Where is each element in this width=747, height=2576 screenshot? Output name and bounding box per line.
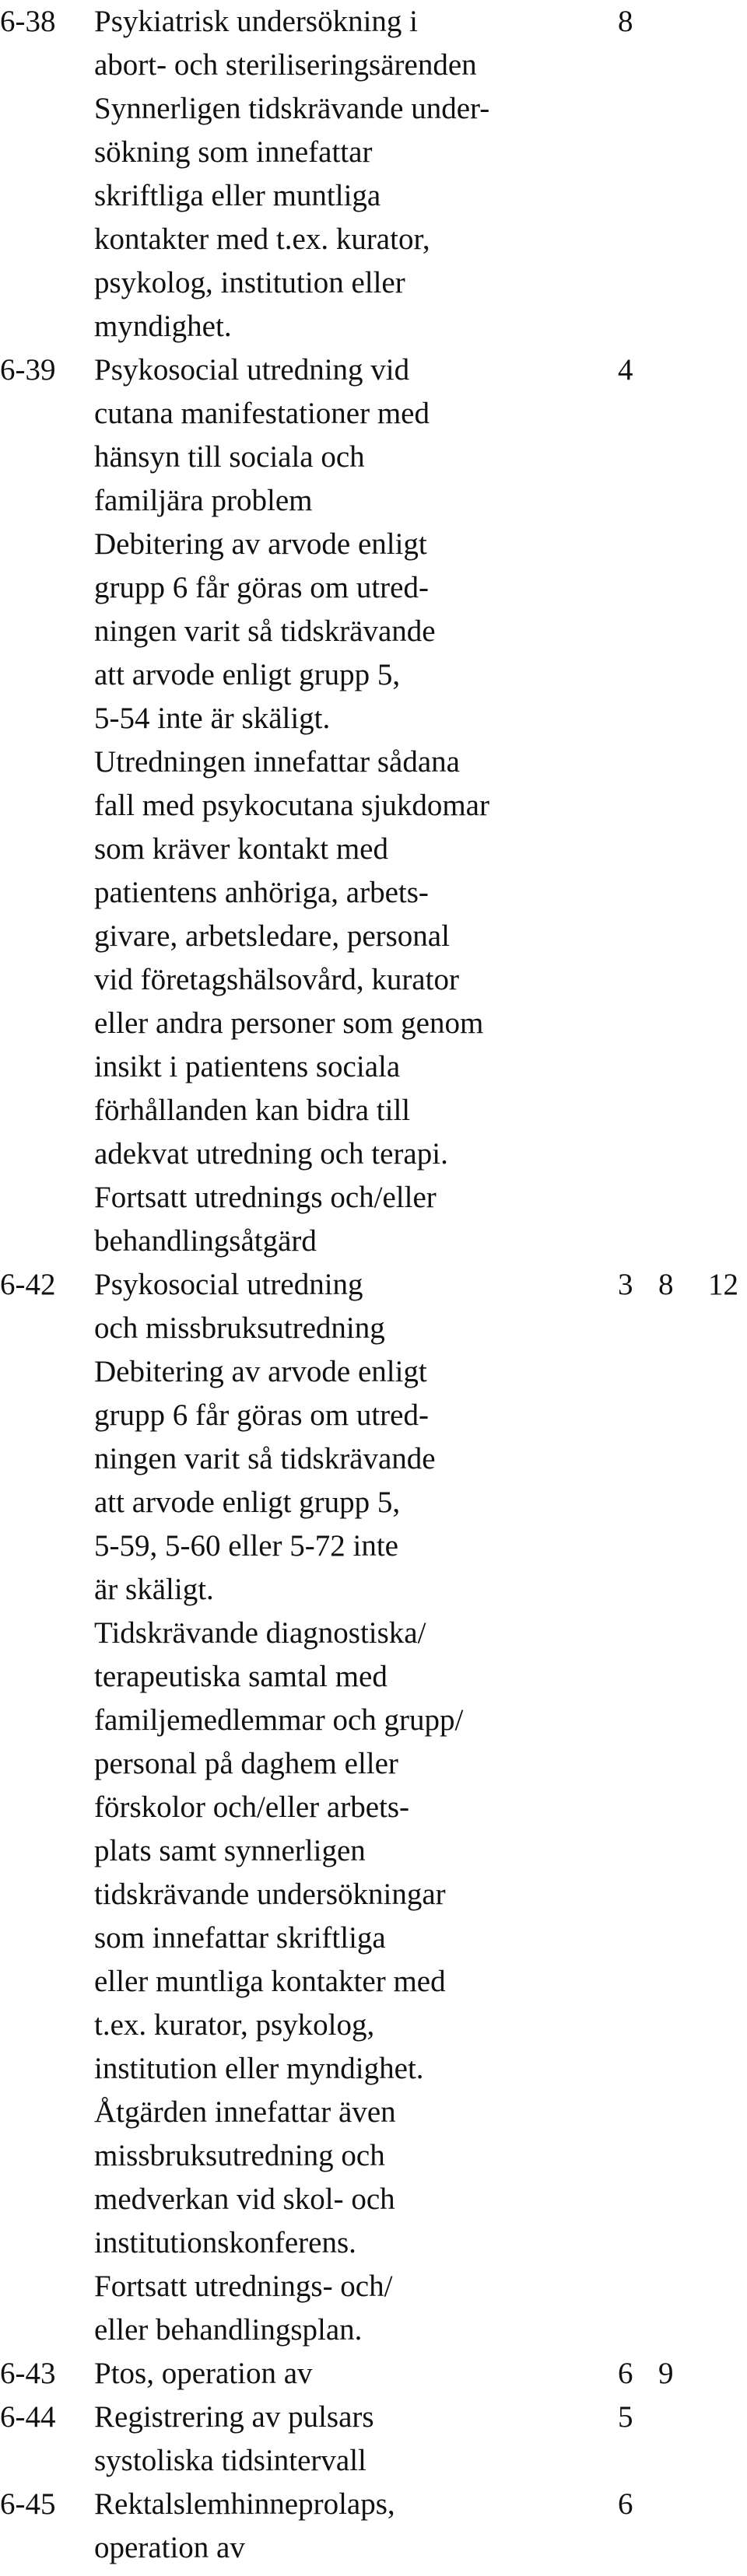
- description-line: psykolog, institution eller: [94, 266, 405, 299]
- description-line: som innefattar skriftliga: [94, 1921, 386, 1955]
- entry-6-44: [0, 2396, 747, 2483]
- description-line: Rektalslemhinneprolaps,: [94, 2487, 395, 2521]
- entry-code: 6-43: [0, 2357, 56, 2390]
- description-line: insikt i patientens sociala: [94, 1050, 401, 1083]
- description-line: grupp 6 får göras om utred-: [94, 1398, 429, 1432]
- description-line: patientens anhöriga, arbets-: [94, 876, 429, 909]
- fee-group: 3: [618, 1268, 633, 1301]
- description-line: att arvode enligt grupp 5,: [94, 1486, 401, 1519]
- description-line: Psykiatrisk undersökning i: [94, 5, 418, 38]
- description-line: cutana manifestationer med: [94, 397, 430, 430]
- description-line: Registrering av pulsars: [94, 2400, 374, 2434]
- description-line: förhållanden kan bidra till: [94, 1094, 411, 1127]
- entry-6-42: [0, 1263, 747, 2352]
- fee-groups: [618, 2396, 747, 2439]
- description-line: Debitering av arvode enligt: [94, 1355, 427, 1388]
- fee-groups: [618, 2352, 747, 2396]
- description-line: 5-54 inte är skäligt.: [94, 702, 331, 735]
- fee-group: 9: [658, 2357, 674, 2390]
- description-line: hänsyn till sociala och: [94, 440, 365, 474]
- description-line: vid företagshälsovård, kurator: [94, 963, 459, 996]
- description-line: kontakter med t.ex. kurator,: [94, 222, 430, 256]
- fee-groups: [618, 0, 747, 44]
- entry-description: [94, 1263, 561, 2352]
- entry-code: 6-38: [0, 5, 56, 38]
- entry-description: [94, 348, 561, 1263]
- description-line: Ptos, operation av: [94, 2357, 313, 2390]
- description-line: Debitering av arvode enligt: [94, 527, 427, 561]
- fee-group: 6: [618, 2357, 633, 2390]
- description-line: och missbruksutredning: [94, 1311, 385, 1345]
- description-line: institutionskonferens.: [94, 2226, 356, 2259]
- description-line: behandlingsåtgärd: [94, 1224, 317, 1258]
- entry-code: 6-45: [0, 2487, 56, 2521]
- description-line: plats samt synnerligen: [94, 1834, 366, 1867]
- entry-6-38: [0, 0, 747, 348]
- fee-group: 12: [708, 1268, 738, 1301]
- description-line: att arvode enligt grupp 5,: [94, 658, 401, 691]
- description-line: sökning som innefattar: [94, 135, 373, 169]
- description-line: Fortsatt utrednings och/eller: [94, 1181, 437, 1214]
- fee-groups: [618, 348, 747, 392]
- entry-description: [94, 0, 561, 348]
- entry-description: [94, 2483, 561, 2570]
- description-line: är skäligt.: [94, 1573, 214, 1606]
- fee-group: 8: [658, 1268, 674, 1301]
- description-line: tidskrävande undersökningar: [94, 1878, 446, 1911]
- entry-description: [94, 2352, 561, 2396]
- description-line: institution eller myndighet.: [94, 2052, 424, 2085]
- description-line: abort- och steriliseringsärenden: [94, 48, 477, 82]
- fee-group: 5: [618, 2400, 633, 2434]
- description-line: Synnerligen tidskrävande under-: [94, 92, 490, 125]
- fee-group: 4: [618, 353, 633, 387]
- description-line: ningen varit så tidskrävande: [94, 614, 436, 648]
- description-line: t.ex. kurator, psykolog,: [94, 2008, 375, 2042]
- entry-description: [94, 2396, 561, 2483]
- description-line: fall med psykocutana sjukdomar: [94, 789, 489, 822]
- description-line: 5-59, 5-60 eller 5-72 inte: [94, 1529, 398, 1563]
- description-line: Psykosocial utredning vid: [94, 353, 410, 387]
- entry-code: 6-39: [0, 353, 56, 387]
- entry-code: 6-42: [0, 1268, 56, 1301]
- description-line: eller muntliga kontakter med: [94, 1965, 446, 1998]
- description-line: Psykosocial utredning: [94, 1268, 363, 1301]
- fee-group: 8: [618, 5, 633, 38]
- description-line: ningen varit så tidskrävande: [94, 1442, 436, 1475]
- fee-groups: [618, 2483, 747, 2526]
- description-line: systoliska tidsintervall: [94, 2444, 366, 2477]
- entry-6-45: [0, 2483, 747, 2570]
- description-line: personal på daghem eller: [94, 1747, 398, 1780]
- entry-code: 6-44: [0, 2400, 56, 2434]
- description-line: missbruksutredning och: [94, 2139, 385, 2172]
- fee-group: 6: [618, 2487, 633, 2521]
- description-line: familjära problem: [94, 484, 313, 517]
- description-line: medverkan vid skol- och: [94, 2182, 395, 2216]
- description-line: förskolor och/eller arbets-: [94, 1790, 410, 1824]
- description-line: som kräver kontakt med: [94, 832, 388, 866]
- description-line: terapeutiska samtal med: [94, 1660, 388, 1693]
- description-line: Åtgärden innefattar även: [94, 2095, 396, 2129]
- description-line: Utredningen innefattar sådana: [94, 745, 460, 779]
- description-line: givare, arbetsledare, personal: [94, 919, 450, 953]
- description-line: eller behandlingsplan.: [94, 2313, 363, 2347]
- fee-groups: [618, 1263, 747, 1307]
- description-line: myndighet.: [94, 310, 232, 343]
- description-line: familjemedlemmar och grupp/: [94, 1703, 464, 1737]
- entry-6-39: [0, 348, 747, 1263]
- description-line: Tidskrävande diagnostiska/: [94, 1616, 426, 1650]
- description-line: operation av: [94, 2531, 245, 2564]
- description-line: skriftliga eller muntliga: [94, 179, 381, 212]
- description-line: adekvat utredning och terapi.: [94, 1137, 448, 1171]
- description-line: Fortsatt utrednings- och/: [94, 2270, 393, 2303]
- description-line: grupp 6 får göras om utred-: [94, 571, 429, 604]
- entry-6-43: [0, 2352, 747, 2396]
- description-line: eller andra personer som genom: [94, 1006, 484, 1040]
